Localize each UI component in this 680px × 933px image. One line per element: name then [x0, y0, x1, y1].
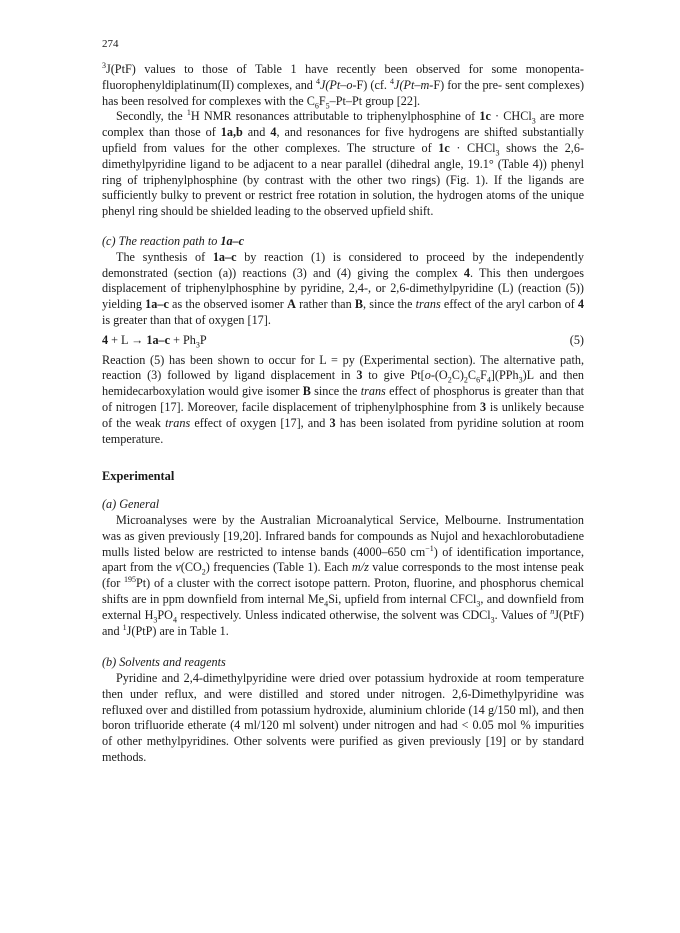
equation-number: (5)	[569, 332, 584, 347]
reaction-5-paragraph: Reaction (5) has been shown to occur for L = py (Experimental section). The alternative path, reaction (3) followed by ligand displacement in 3 to give $Pt[o-(O_2C)_2C_6F_4](PPh_3)L$ and then hemidecarboxylation would give isomer B since the trans effect of phosphorus is greater than that of nitrogen [17]. Moreover, facile displacement of triphenylphosphine from 3 is unlikely because of the weak trans effect of oxygen [17], and 3 has been isolated from pyridine solution at room temperature.	[102, 352, 585, 446]
page-number: 274	[102, 38, 119, 50]
experimental-heading: Experimental	[102, 469, 175, 484]
nmr-paragraph: Secondly, the $^1$H NMR resonances attributable to triphenylphosphine of 1c · CHCl$_3$ are more complex than those of 1a,b and 4, and resonances for five hydrogens are shifted substantially upfield from values for the other complexes. The structure of 1c · CHCl$_3$ shows the 2,6-dimethylpyridine ligand to be adjacent to a near parallel (dihedral angle, 19.1° (Table 4)) phenyl ring of triphenylphosphine (by contrast with the other two rings) (Fig. 1). If the ligands are sufficiently bulky to prevent or restrict free rotation in solution, the hydrogen atoms of the unique phenyl ring should be shielded leading to the observed upfield shift.	[102, 108, 584, 219]
section-c-paragraph: The synthesis of 1a–c by reaction (1) is considered to proceed by the independently demonstrated (section (a)) reactions (3) and (4) giving the complex 4. This then undergoes displacement of triphenylphosphine by pyridine, 2,4-, or 2,6-dimethylpyridine (L) (reaction (5)) yielding 1a–c as the observed isomer A rather than B, since the trans effect of the aryl carbon of 4 is greater than that of oxygen [17].	[102, 249, 585, 327]
solvents-subheading: (b) Solvents and reagents	[102, 655, 226, 670]
solvents-paragraph: Pyridine and 2,4-dimethylpyridine were dried over potassium hydroxide at room temperature then under reflux, and were distilled and stored under nitrogen. 2,6-Dimethylpyridine was refluxed over and distilled from potassium hydroxide, aluminium chloride (14 g/150 ml), and then boron trifluoride etherate (4 ml/120 ml solvent) under nitrogen and had < 0.05 mol % impurities of other methylpyridines. Other solvents were purified as given previously [19] or by standard methods.	[102, 671, 584, 765]
general-paragraph: Microanalyses were by the Australian Microanalytical Service, Melbourne. Instrumentation was as given previously [19,20]. Infrared bands for compounds as Nujol and hexachlorobutadiene mulls listed below are restricted to intense bands (4000–650 $cm^{-1}$) of identification importance, apart from the $\nu(CO_2)$ frequencies (Table 1). Each m/z value corresponds to the most intense peak (for $^{195}$Pt) of a cluster with the correct isotope pattern. Proton, fluorine, and phosphorus chemical shifts are in ppm downfield from internal $Me_4Si$, upfield from internal CFCl$_3$, and downfield from external $H_3PO_4$ respectively. Unless indicated otherwise, the solvent was CDCl$_3$. Values of $^n$J(PtF) and $^1$J(PtP) are in Table 1.	[102, 512, 585, 638]
text-column	[102, 62, 584, 766]
section-c-heading: (c) The reaction path to 1a–c	[102, 233, 245, 248]
general-subheading: (a) General	[102, 497, 160, 512]
reaction-equation-5: $4 + L \to 1a-c + Ph_3P$ (5)	[102, 332, 584, 350]
intro-paragraph: $^3$J(PtF) values to those of Table 1 have recently been observed for some monopenta- fluorophenyldiplatinum(II) complexes, and $^4$J(Pt–o-F) (cf. $^4$J(Pt–m-F) for the pre- sent complexes) has been resolved for complexes with the $C_6F_5-Pt-Pt$ group [22].	[102, 60, 585, 111]
